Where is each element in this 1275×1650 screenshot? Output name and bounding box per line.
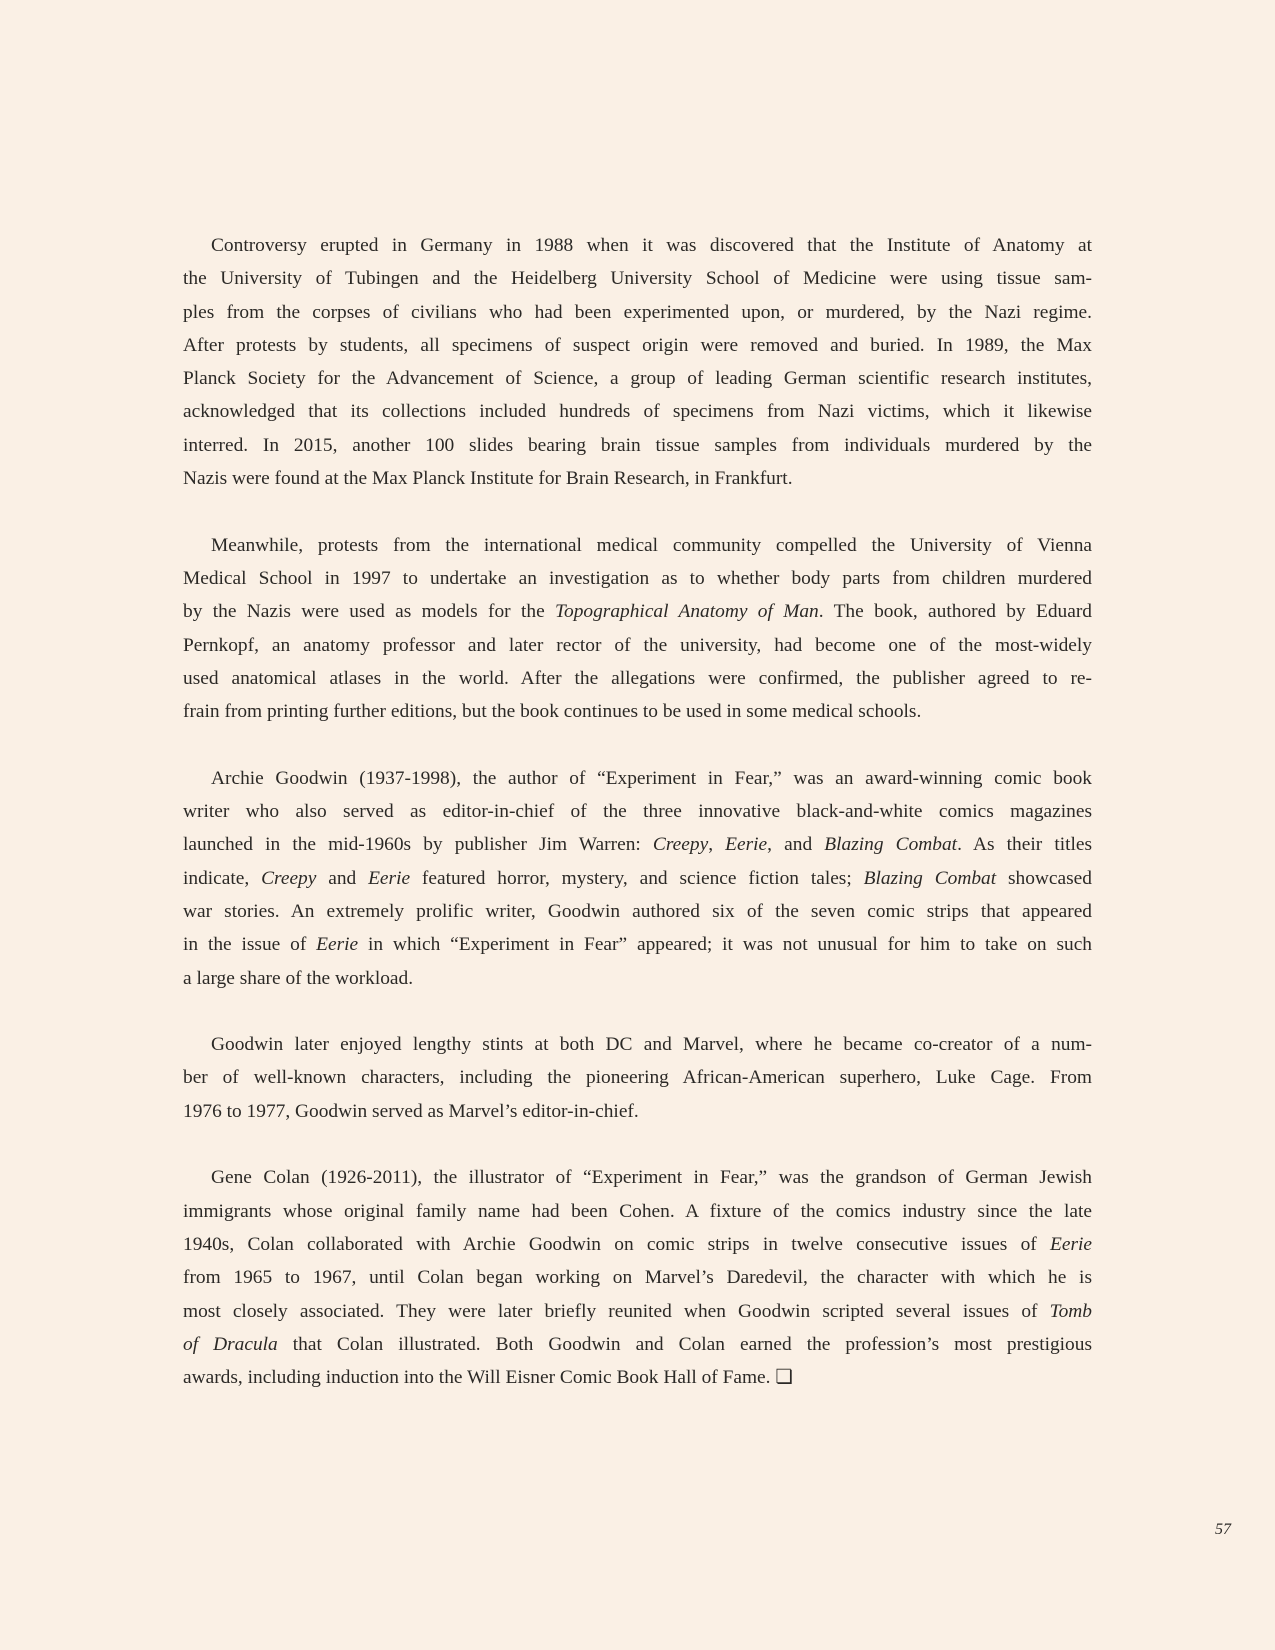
paragraph (183, 229, 1092, 495)
italic-title: Tomb (1049, 1300, 1092, 1322)
text-segment: by the Nazis were used as models for the (183, 601, 556, 623)
text-segment: indicate, (183, 867, 262, 889)
text-line (183, 828, 1092, 861)
text-line (183, 928, 1092, 961)
text-segment: frain from printing further editions, but the book continues to be used in some medical schools. (183, 701, 922, 723)
text-line (183, 595, 1092, 628)
text-segment: , and (767, 834, 825, 856)
text-line (183, 1228, 1092, 1261)
italic-title: Blazing Combat (824, 834, 958, 856)
text-segment: the University of Tubingen and the Heidelberg University School of Medicine were using tissue sam- (183, 268, 1092, 290)
italic-title: Eerie (368, 867, 411, 889)
text-line (183, 895, 1092, 928)
text-line (183, 629, 1092, 662)
text-segment: launched in the mid-1960s by publisher Jim Warren: (183, 834, 653, 856)
text-segment: and (316, 867, 369, 889)
text-segment: 1976 to 1977, Goodwin served as Marvel’s editor-in-chief. (183, 1100, 639, 1122)
text-line (183, 429, 1092, 462)
text-line (183, 229, 1092, 262)
text-segment: Medical School in 1997 to undertake an investigation as to whether body parts from children murdered (183, 567, 1092, 589)
text-segment: After protests by students, all specimens of suspect origin were removed and buried. In 1989, the Max (183, 334, 1092, 356)
text-segment: from 1965 to 1967, until Colan began working on Marvel’s Daredevil, the character with which he is (183, 1267, 1092, 1289)
text-segment: Nazis were found at the Max Planck Institute for Brain Research, in Frankfurt. (183, 468, 793, 490)
paragraph (183, 1161, 1092, 1394)
page-number: 57 (1215, 1521, 1231, 1538)
text-segment: , (708, 834, 726, 856)
text-segment: showcased (996, 867, 1092, 889)
text-line (183, 462, 1092, 495)
text-line (183, 1261, 1092, 1294)
text-line (183, 296, 1092, 329)
text-line (183, 329, 1092, 362)
italic-title: Topographical Anatomy of Man (555, 601, 819, 623)
text-segment: immigrants whose original family name had been Cohen. A fixture of the comics industry since the late (183, 1200, 1092, 1222)
text-line (183, 362, 1092, 395)
text-segment: Pernkopf, an anatomy professor and later rector of the university, had become one of the most-widely (183, 634, 1092, 656)
text-segment: Controversy erupted in Germany in 1988 when it was discovered that the Institute of Anatomy at (211, 235, 1092, 256)
italic-title: Creepy (261, 867, 317, 889)
text-segment: Planck Society for the Advancement of Science, a group of leading German scientific research institutes, (183, 368, 1092, 390)
text-line (183, 1028, 1092, 1061)
text-line (183, 962, 1092, 995)
text-line (183, 562, 1092, 595)
italic-title: Eerie (725, 834, 768, 856)
text-segment: ber of well-known characters, including the pioneering African-American superhero, Luke Cage. From (183, 1067, 1092, 1089)
italic-title: Creepy (652, 834, 709, 856)
text-segment: Goodwin later enjoyed lengthy stints at both DC and Marvel, where he became co-creator of a num- (211, 1034, 1092, 1056)
text-segment: Meanwhile, protests from the international medical community compelled the University of Vienna (211, 534, 1092, 556)
italic-title: Blazing Combat (863, 867, 997, 889)
text-line (183, 1361, 1092, 1394)
text-segment: Gene Colan (1926-2011), the illustrator of “Experiment in Fear,” was the grandson of German Jewish (211, 1167, 1092, 1189)
text-segment: war stories. An extremely prolific writer, Goodwin authored six of the seven comic strips that appeared (183, 900, 1092, 922)
text-line (183, 1161, 1092, 1194)
text-segment: that Colan illustrated. Both Goodwin and Colan earned the profession’s most prestigious (277, 1333, 1092, 1355)
text-line (183, 529, 1092, 562)
text-line (183, 262, 1092, 295)
text-line (183, 795, 1092, 828)
text-segment: most closely associated. They were later briefly reunited when Goodwin scripted several issues of (183, 1300, 1050, 1322)
text-line (183, 395, 1092, 428)
text-segment: in which “Experiment in Fear” appeared; it was not unusual for him to take on such (358, 934, 1092, 956)
italic-title: Eerie (316, 934, 359, 956)
text-line (183, 1295, 1092, 1328)
text-line (183, 1195, 1092, 1228)
text-segment: . As their titles (957, 834, 1092, 856)
text-segment: used anatomical atlases in the world. After the allegations were confirmed, the publisher agreed to re- (183, 667, 1092, 689)
text-segment: writer who also served as editor-in-chief of the three innovative black-and-white comics magazines (183, 801, 1092, 823)
text-segment: ples from the corpses of civilians who had been experimented upon, or murdered, by the Nazi regime. (183, 301, 1092, 323)
text-line (183, 662, 1092, 695)
text-segment: 1940s, Colan collaborated with Archie Goodwin on comic strips in twelve consecutive issues of (183, 1233, 1050, 1255)
text-line (183, 695, 1092, 728)
text-segment: Archie Goodwin (1937-1998), the author of “Experiment in Fear,” was an award-winning comic book (211, 767, 1092, 789)
italic-title: Eerie (1050, 1233, 1092, 1255)
text-segment: in the issue of (183, 934, 317, 956)
text-segment: a large share of the workload. (183, 967, 414, 989)
text-line (183, 1328, 1092, 1361)
paragraph (183, 762, 1092, 995)
text-line (183, 1095, 1092, 1128)
text-segment: . The book, authored by Eduard (818, 601, 1092, 623)
italic-title: of Dracula (183, 1333, 278, 1355)
article-body (183, 229, 1092, 1428)
text-line (183, 1061, 1092, 1094)
paragraph (183, 529, 1092, 729)
paragraph (183, 1028, 1092, 1128)
text-segment: featured horror, mystery, and science fiction tales; (410, 867, 864, 889)
text-segment: awards, including induction into the Will Eisner Comic Book Hall of Fame. ❏ (183, 1367, 793, 1389)
text-line (183, 762, 1092, 795)
text-segment: interred. In 2015, another 100 slides bearing brain tissue samples from individuals murdered by the (183, 434, 1092, 456)
text-line (183, 862, 1092, 895)
text-segment: acknowledged that its collections included hundreds of specimens from Nazi victims, which it likewise (183, 401, 1092, 423)
